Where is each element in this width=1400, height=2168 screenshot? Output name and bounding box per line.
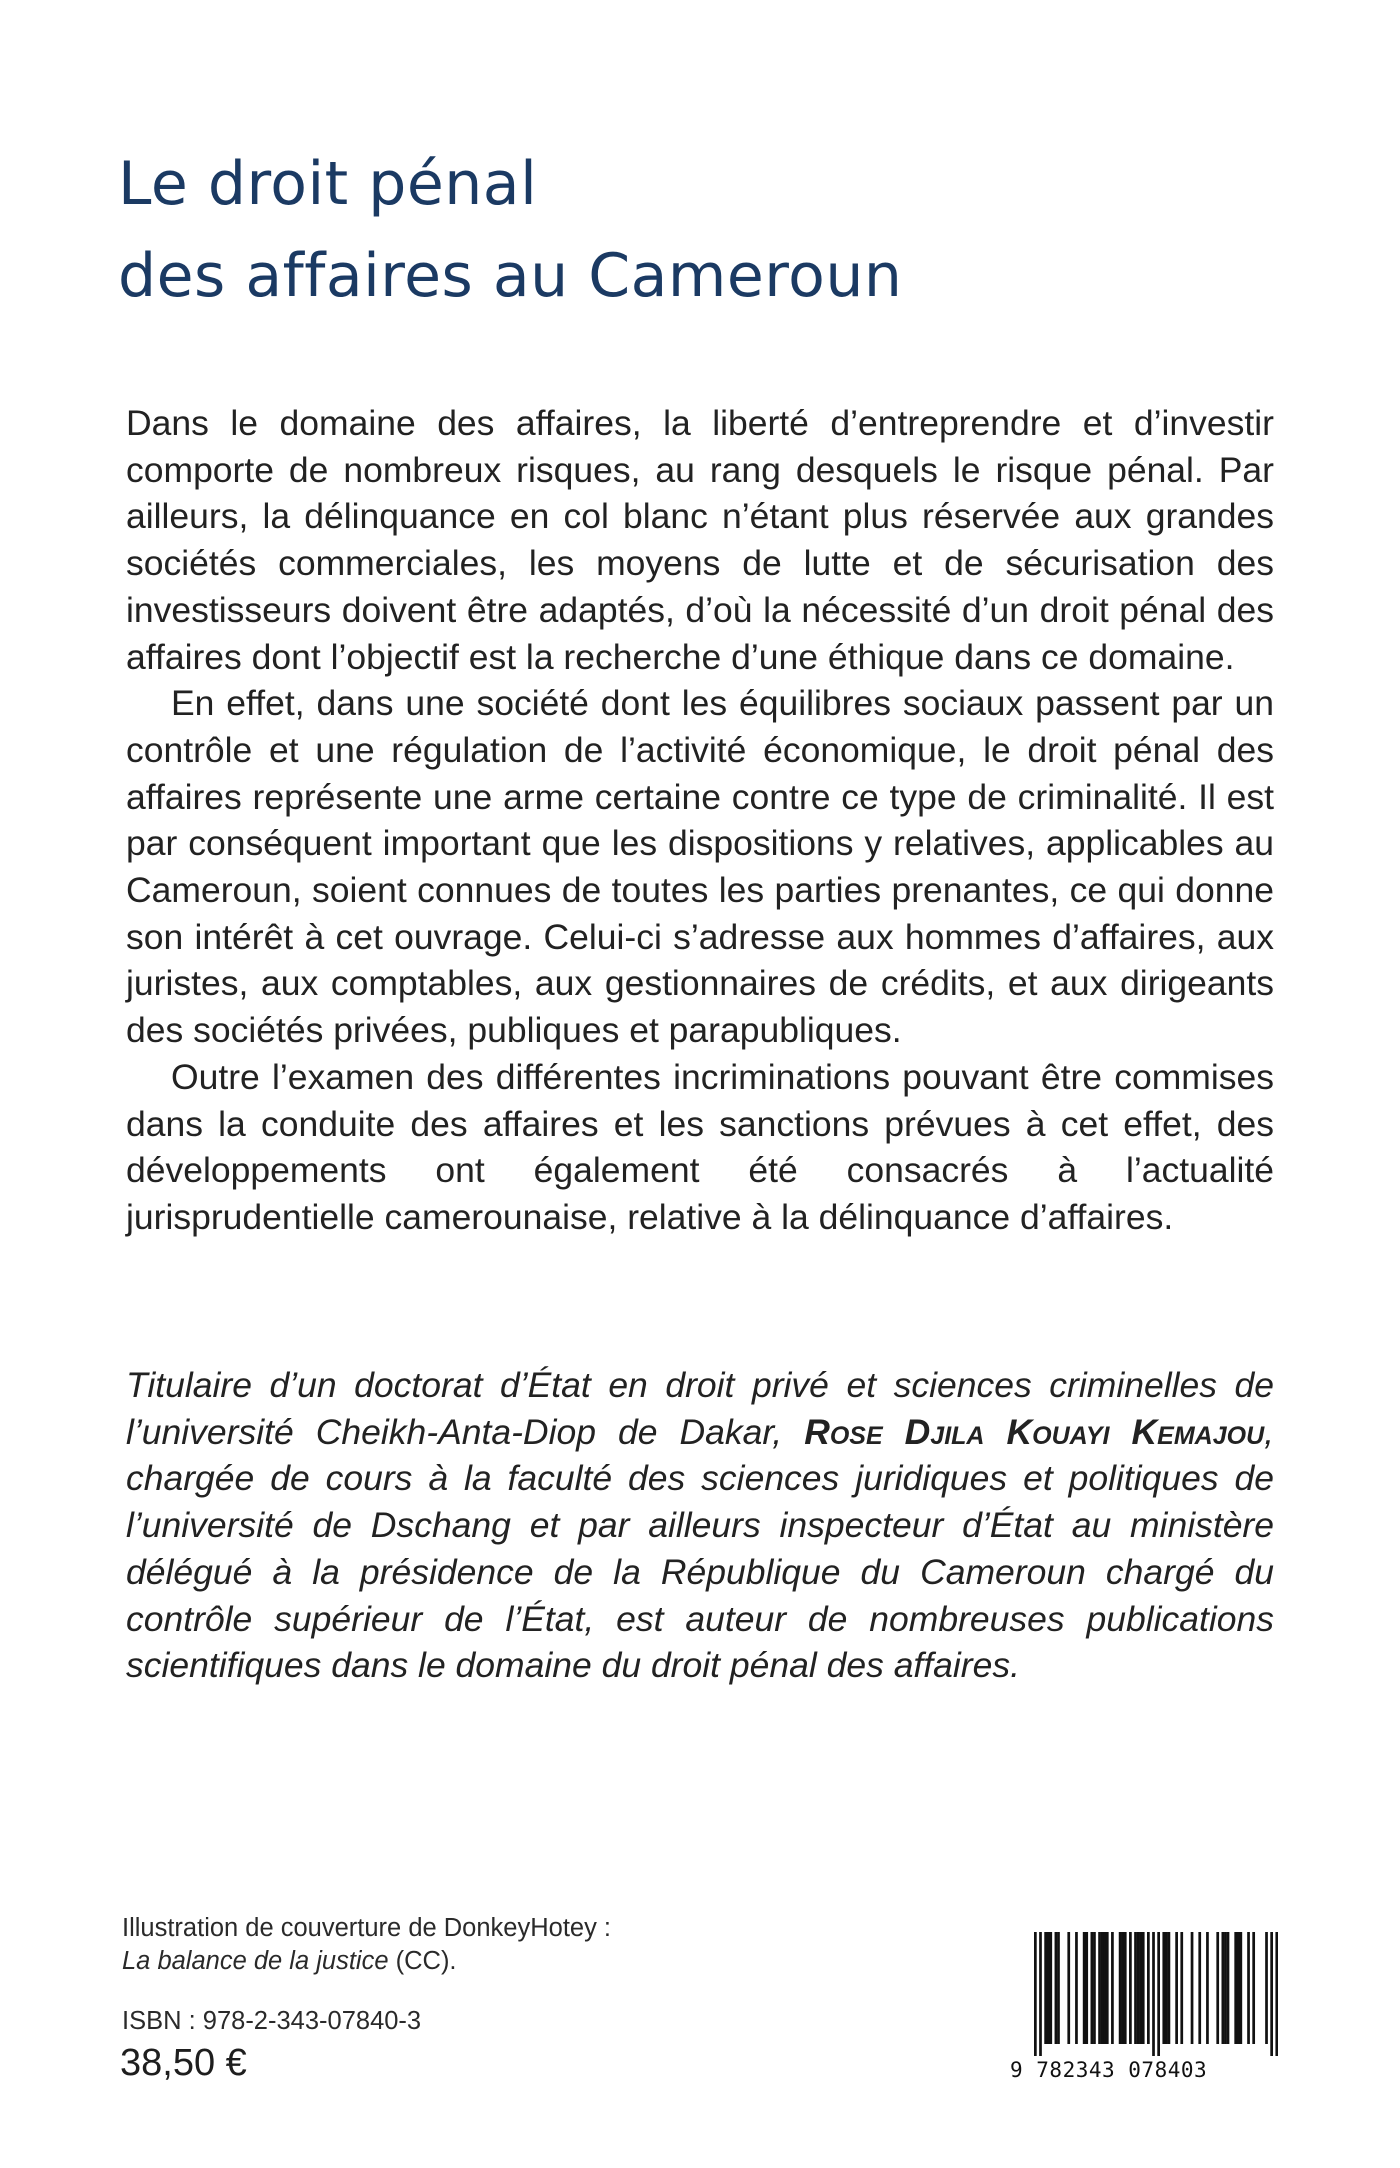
barcode-bar-12 (1093, 1932, 1096, 2044)
cover-illustration-credit (122, 1912, 762, 1978)
barcode-bar-7 (1067, 1932, 1070, 2044)
barcode-bar-9 (1083, 1932, 1086, 2044)
barcode-bar-48 (1275, 1932, 1278, 2056)
barcode-bars-graphic (1034, 1932, 1278, 2056)
author-biography (126, 1362, 1274, 1689)
book-title-line-1: Le droit pénal (118, 149, 538, 219)
barcode-bar-4 (1049, 1932, 1052, 2044)
barcode-bar-40 (1227, 1932, 1230, 2044)
barcode-bar-16 (1106, 1932, 1109, 2044)
barcode-bar-15 (1103, 1932, 1106, 2044)
barcode-bar-42 (1237, 1932, 1240, 2044)
barcode-bar-43 (1239, 1932, 1242, 2044)
book-summary (126, 400, 1274, 1241)
barcode-bar-41 (1234, 1932, 1237, 2044)
barcode-bar-22 (1134, 1932, 1137, 2044)
credit-line: Illustration de couverture de DonkeyHotey : (122, 1914, 612, 1942)
book-title (118, 138, 1218, 322)
barcode-bar-0 (1034, 1932, 1037, 2056)
bio-details: , chargée de cours à la faculté des sciences juridiques et politiques de l’université de Dschang et par ailleurs inspecteur d’État au ministère délégué à la présidence de la République du Cameroun chargé du contrôle supérieur de l’État, est auteur de nombreuses publications scientifiques dans le domaine du droit pénal des affaires. (126, 1411, 1275, 1686)
barcode-bar-23 (1137, 1932, 1140, 2044)
barcode-bar-11 (1091, 1932, 1094, 2044)
barcode-bar-33 (1180, 1932, 1183, 2044)
barcode-bar-28 (1157, 1932, 1160, 2056)
isbn-number: ISBN : 978-2-343-07840-3 (122, 2007, 422, 2035)
barcode-bar-20 (1124, 1932, 1127, 2044)
barcode-bar-18 (1119, 1932, 1122, 2044)
barcode-bar-37 (1216, 1932, 1219, 2044)
barcode-bar-13 (1098, 1932, 1101, 2044)
credit-license: (CC). (388, 1947, 457, 1975)
barcode-bar-26 (1147, 1932, 1150, 2044)
barcode-bar-35 (1198, 1932, 1201, 2044)
summary-paragraph-1: Dans le domaine des affaires, la liberté d’entreprendre et d’investir comporte de nombreux risques, au rang desquels le risque pénal. Par ailleurs, la délinquance en col blanc n’étant plus réservée aux grandes sociétés commerciales, les moyens de lutte et de sécurisation des investisseurs doivent être adaptés, d’où la nécessité d’un droit pénal des affaires dont l’objectif est la recherche d’une éthique dans ce domaine. (126, 403, 1274, 677)
bio-intro: Titulaire d’un doctorat d’État en droit privé et sciences criminelles de l’université Cheikh-Anta-Diop de Dakar, (126, 1365, 1274, 1452)
barcode-bar-32 (1175, 1932, 1178, 2044)
barcode-bar-45 (1252, 1932, 1255, 2044)
summary-paragraph-2: En effet, dans une société dont les équilibres sociaux passent par un contrôle et une régulation de l’activité économique, le droit pénal des affaires représente une arme certaine contre ce type de criminalité. Il est par conséquent important que les dispositions y relatives, applicables au Cameroun, soient connues de toutes les parties prenantes, ce qui donne son intérêt à cet ouvrage. Celui-ci s’adresse aux hommes d’affaires, aux juristes, aux comptables, aux gestionnaires de crédits, et aux dirigeants des sociétés privées, publiques et parapubliques. (126, 683, 1274, 1051)
author-name: Rose Djila Kouayi Kemajou (804, 1411, 1265, 1452)
barcode-bar-44 (1247, 1932, 1250, 2044)
barcode-bar-10 (1085, 1932, 1088, 2044)
barcode-bar-17 (1111, 1932, 1114, 2044)
book-price: 38,50 € (120, 2042, 247, 2084)
barcode-digits: 9 782343 078403 (1010, 2058, 1280, 2082)
barcode-bar-6 (1057, 1932, 1060, 2044)
barcode-bar-19 (1121, 1932, 1124, 2044)
barcode-bar-30 (1165, 1932, 1168, 2044)
barcode-bar-47 (1270, 1932, 1273, 2056)
barcode-bar-21 (1129, 1932, 1132, 2044)
barcode-bar-34 (1191, 1932, 1194, 2044)
barcode-bar-27 (1152, 1932, 1155, 2056)
barcode-bar-46 (1265, 1932, 1268, 2044)
credit-work-line (122, 1945, 762, 1978)
summary-paragraph-3: Outre l’examen des différentes incriminations pouvant être commises dans la conduite des affaires et les sanctions prévues à cet effet, des développements ont également été consacrés à l’actualité jurisprudentielle camerounaise, relative à la délinquance d’affaires. (126, 1056, 1274, 1237)
barcode-bar-24 (1139, 1932, 1142, 2044)
barcode-bar-29 (1162, 1932, 1165, 2044)
barcode-bar-2 (1044, 1932, 1047, 2044)
barcode-bar-36 (1206, 1932, 1209, 2044)
credit-work-title: La balance de la justice (122, 1947, 389, 1975)
barcode-bar-3 (1047, 1932, 1050, 2044)
barcode-bar-5 (1055, 1932, 1058, 2044)
barcode-bar-39 (1224, 1932, 1227, 2044)
barcode-bar-8 (1075, 1932, 1078, 2044)
barcode-bar-31 (1168, 1932, 1171, 2044)
barcode-bar-25 (1142, 1932, 1145, 2044)
book-title-line-2: des affaires au Cameroun (118, 241, 903, 311)
barcode-bar-1 (1039, 1932, 1042, 2056)
barcode-bar-38 (1221, 1932, 1224, 2044)
barcode-bar-14 (1101, 1932, 1104, 2044)
